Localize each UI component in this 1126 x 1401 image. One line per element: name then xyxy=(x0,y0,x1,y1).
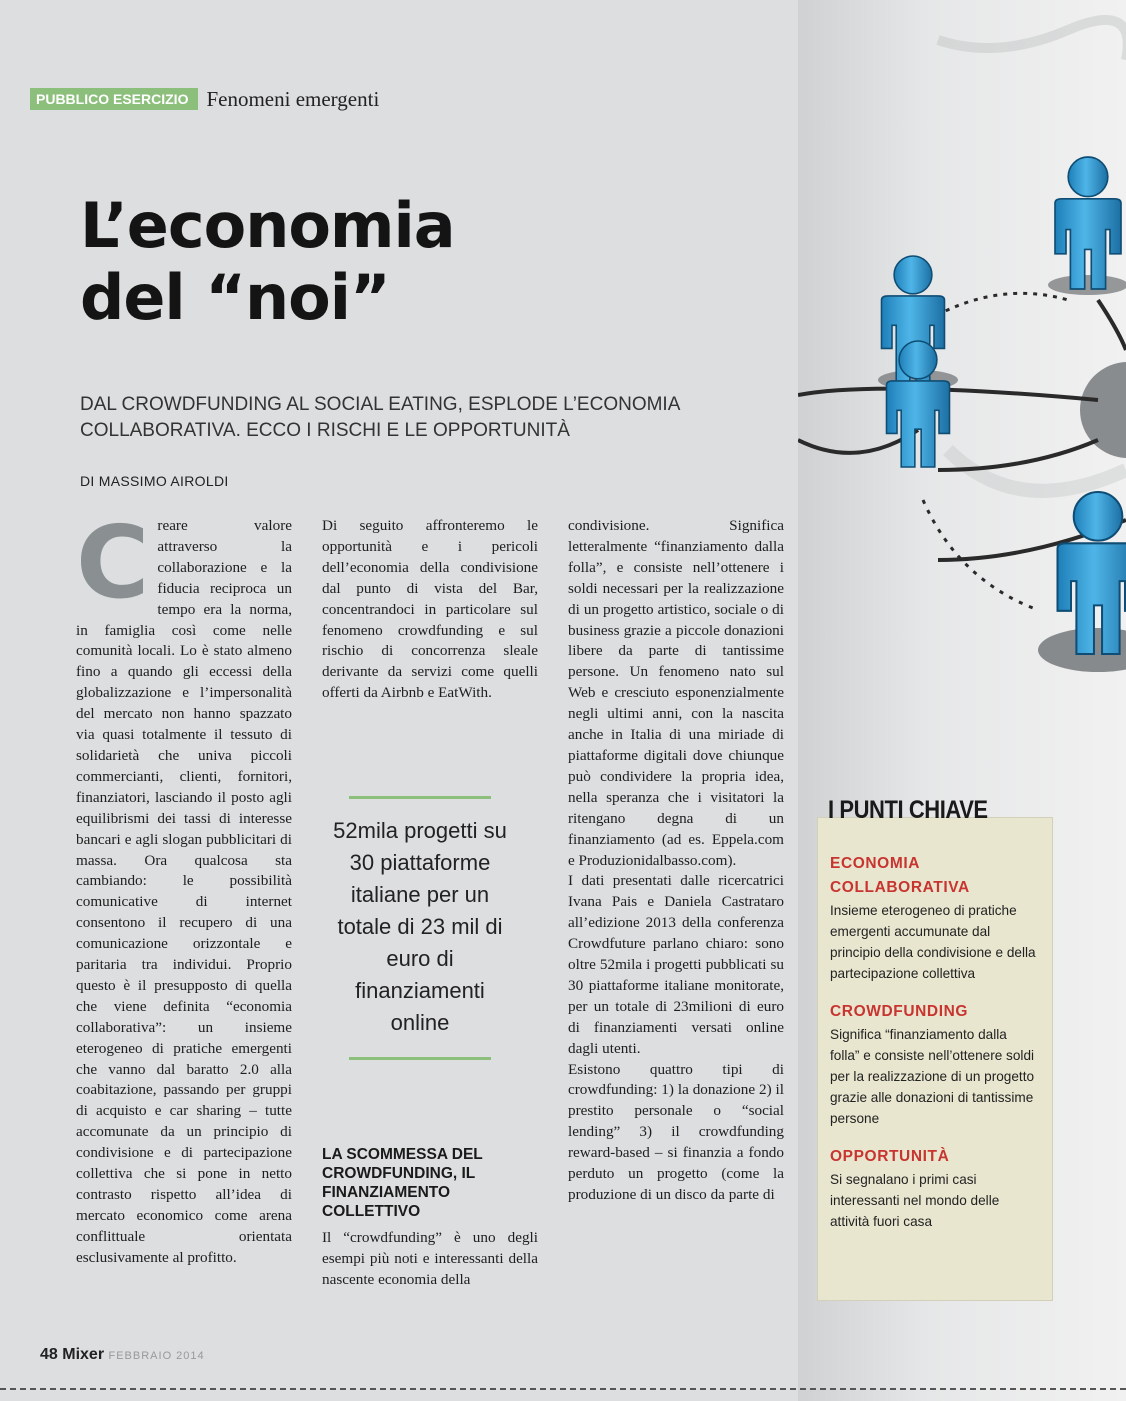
issue-date: FEBBRAIO 2014 xyxy=(108,1350,205,1362)
title-line-1: L’economia xyxy=(80,189,455,262)
drop-cap: C xyxy=(76,504,150,621)
key-point xyxy=(830,852,1040,984)
column-3-paragraph-2: I dati presentati dalle ricercatrici Ivana Pais e Daniela Castrataro all’edizione 2013 della conferenza Crowdfuture parlano chiaro: sono oltre 52mila i progetti pubblicati su 30 piattaforme italiane monitorate, per un totale di 23milioni di euro di finanziamenti versati online dagli utenti. xyxy=(568,872,784,1057)
people-network-illustration xyxy=(798,0,1126,720)
subtitle-line-2: COLLABORATIVA. ECCO I RISCHI E LE OPPORTUNITÀ xyxy=(80,420,570,441)
article-column-1 xyxy=(76,504,292,1269)
column-2b-text: Il “crowdfunding” è uno degli esempi più noti e interessanti della nascente economia della xyxy=(322,1229,538,1288)
person-figure xyxy=(1055,157,1121,289)
pull-quote xyxy=(330,796,510,1060)
key-point-heading: ECONOMIA COLLABORATIVA xyxy=(830,855,970,896)
key-point xyxy=(830,1000,1040,1129)
pull-quote-text: 52mila progetti su 30 piattaforme italiane per un totale di 23 mil di euro di finanziamenti online xyxy=(333,818,507,1035)
person-figure xyxy=(1058,492,1126,654)
pull-quote-rule-top xyxy=(349,796,491,799)
key-points-title: I PUNTI CHIAVE xyxy=(828,796,988,824)
article-subtitle xyxy=(80,392,720,444)
section-header xyxy=(30,88,379,110)
column-2-text: Di seguito affronteremo le opportunità e i pericoli dell’economia della condivisione dal punto di vista del Bar, concentrandoci in particolare sul fenomeno crowdfunding e sul rischio di concorrenza sleale derivante da servizi come quelli offerti da Airbnb e EatWith. xyxy=(322,517,538,702)
article-column-2-bottom xyxy=(322,1228,538,1291)
key-point-heading: OPPORTUNITÀ xyxy=(830,1148,950,1165)
article-title xyxy=(80,190,455,334)
byline: DI MASSIMO AIROLDI xyxy=(80,473,229,489)
article-column-2 xyxy=(322,516,538,704)
pull-quote-rule-bottom xyxy=(349,1057,491,1060)
article-subhead: LA SCOMMESSA DEL CROWDFUNDING, IL FINANZIAMENTO COLLETTIVO xyxy=(322,1146,483,1220)
magazine-name: Mixer xyxy=(62,1346,105,1363)
column-3-paragraph-3: Esistono quattro tipi di crowdfunding: 1) la donazione 2) il prestito personale o “social lending” 3) il crowdfunding reward-based – si finanzia a fondo perduto un progetto (come la produzione di un disco da parte di xyxy=(568,1060,784,1203)
column-3-paragraph-1: condivisione. Significa letteralmente “finanziamento dalla folla”, e consiste nell’ottenere i soldi necessari per la realizzazione di un progetto artistico, sociale o di business grazie a piccole donazioni libere da parte di tantissime persone. Un fenomeno nato sul Web e cresciuto esponenzialmente negli ultimi anni, con la nascita anche in Italia di una miriade di piattaforme digitali dove chiunque può condividere la propria idea, nella speranza che i visitatori la ritengano degna di un finanziamento (ad es. Eppela.com e Produzionidalbasso.com). xyxy=(568,517,784,869)
title-line-2: del “noi” xyxy=(80,261,390,334)
key-point-body: Si segnalano i primi casi interessanti nel mondo delle attività fuori casa xyxy=(830,1172,1000,1229)
section-tag: PUBBLICO ESERCIZIO xyxy=(30,88,198,110)
page-footer xyxy=(40,1346,205,1364)
key-point-heading: CROWDFUNDING xyxy=(830,1003,969,1020)
key-points-box xyxy=(818,818,1052,1300)
key-point xyxy=(830,1145,1040,1232)
column-1-text: reare valore attraverso la collaborazione e la fiducia reciproca un tempo era la norma, in famiglia così come nelle comunità locali. Lo è stato almeno fino a quando gli eccessi della globalizzazione e l’impersonalità del mercato non hanno spazzato via quasi totalmente il tessuto di solidarietà che univa piccoli commercianti, clienti, fornitori, finanziatori, lasciando il posto agli equilibrismi dei tassi di interesse bancari e agli slogan pubblicitari di massa. Ora qualcosa sta cambiando: le possibilità comunicative di internet consentono il recupero di una comunicazione orizzontale e paritaria tra individui. Proprio questo è il presupposto di quella che viene definita “economia collaborativa”: un insieme eterogeneo di pratiche emergenti che vanno dal baratto 2.0 alla coabitazione, passando per gruppi di acquisto e car sharing – tutte accomunate da un principio di condivisione e di partecipazione collettiva che si pone in netto contrasto rispetto all’idea di mercato economico come arena conflittuale orientata esclusivamente al profitto. xyxy=(76,517,292,1266)
page-number: 48 xyxy=(40,1346,58,1363)
section-title: Fenomeni emergenti xyxy=(206,86,380,111)
key-point-body: Significa “finanziamento dalla folla” e consiste nell’ottenere soldi per la realizzazione di un progetto grazie alle donazioni di tantissime persone xyxy=(830,1027,1035,1126)
subtitle-line-1: DAL CROWDFUNDING AL SOCIAL EATING, ESPLODE L’ECONOMIA xyxy=(80,394,681,415)
article-column-3 xyxy=(568,516,784,1206)
page-trim-line xyxy=(0,1388,1126,1390)
key-point-body: Insieme eterogeneo di pratiche emergenti accumunate dal principio della condivisione e della partecipazione collettiva xyxy=(830,903,1036,981)
